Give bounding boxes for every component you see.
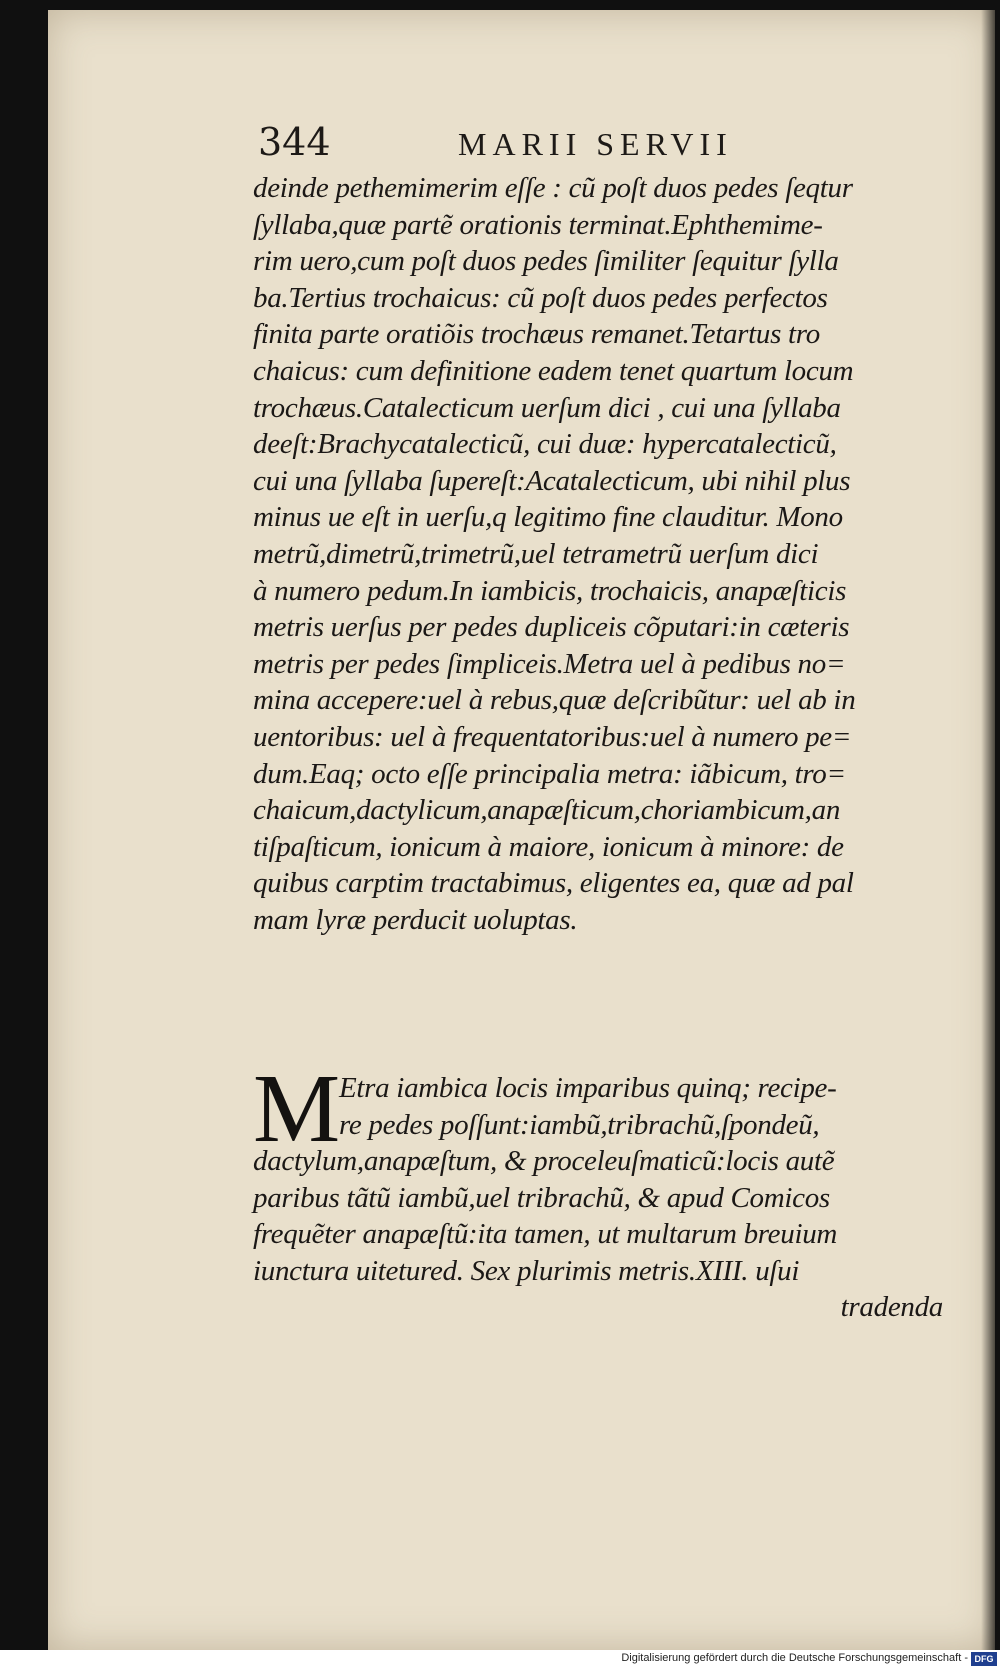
drop-cap-initial: M: [253, 1055, 341, 1163]
text-line: chaicum,dactylicum,anapæſticum,choriambicum,an: [253, 794, 841, 827]
book-page: [48, 10, 995, 1650]
text-line: à numero pedum.In iambicis, trochaicis, anapæſticis: [253, 574, 847, 607]
catchword-line: [253, 1290, 973, 1327]
text-line: rim uero,cum poſt duos pedes ſimiliter ſequitur ſylla: [253, 245, 839, 278]
funding-notice: Digitalisierung gefördert durch die Deutsche Forschungsgemeinschaft -: [621, 1652, 968, 1664]
page-edge-shadow: [981, 10, 995, 1650]
text-line: frequẽter anapæſtũ:ita tamen, ut multarum breuium: [253, 1218, 838, 1251]
text-line: Etra iambica locis imparibus quinq; recipe-: [339, 1072, 837, 1104]
text-line: uentoribus: uel à frequentatoribus:uel à numero pe=: [253, 720, 852, 753]
text-line: tiſpaſticum, ionicum à maiore, ionicum à minore: de: [253, 830, 844, 863]
running-head: MARII SERVII: [458, 126, 733, 162]
text-line: quibus carptim tractabimus, eligentes ea, quæ ad pal: [253, 867, 854, 900]
text-line: finita parte oratiõis trochæus remanet.Tetartus tro: [253, 318, 820, 351]
section-metra-iambica: [253, 1055, 973, 1326]
text-line: deeſt:Brachycatalecticũ, cui duæ: hypercatalecticũ,: [253, 428, 837, 461]
body-text: [253, 170, 973, 938]
catchword: tradenda: [840, 1290, 943, 1323]
text-line: re pedes poſſunt:iambũ,tribrachũ,ſpondeũ,: [339, 1108, 820, 1141]
text-line: ſyllaba,quæ partẽ orationis terminat.Ephthemime-: [253, 208, 823, 241]
text-line: paribus tãtũ iambũ,uel tribrachũ, & apud Comicos: [253, 1181, 830, 1214]
text-line: deinde pethemimerim eſſe : cũ poſt duos pedes ſeqtur: [253, 172, 853, 204]
text-line: trochæus.Catalecticum uerſum dici , cui una ſyllaba: [253, 391, 841, 424]
text-line: metris uerſus per pedes dupliceis cõputari:in cæteris: [253, 611, 850, 644]
dfg-logo-icon: DFG: [971, 1652, 997, 1666]
text-line: mam lyræ perducit uoluptas.: [253, 903, 578, 936]
text-line: cui una ſyllaba ſupereſt:Acatalecticum, ubi nihil plus: [253, 464, 851, 497]
page-number: 344: [258, 120, 331, 164]
text-line: dum.Eaq; octo eſſe principalia metra: iãbicum, tro=: [253, 757, 846, 790]
text-line: mina accepere:uel à rebus,quæ deſcribũtur: uel ab in: [253, 684, 856, 717]
text-line: minus ue eſt in uerſu,q legitimo fine clauditur. Mono: [253, 501, 843, 534]
text-line: dactylum,anapæſtum, & proceleuſmaticũ:locis autẽ: [253, 1145, 835, 1178]
text-line: metrũ,dimetrũ,trimetrũ,uel tetrametrũ uerſum dici: [253, 537, 819, 570]
footer-bar: [0, 1650, 1000, 1669]
text-line: chaicus: cum definitione eadem tenet quartum locum: [253, 354, 854, 387]
text-line: iunctura uitetured. Sex plurimis metris.XIII. uſui: [253, 1254, 800, 1287]
text-line: metris per pedes ſimpliceis.Metra uel à pedibus no=: [253, 647, 846, 680]
text-line: ba.Tertius trochaicus: cũ poſt duos pedes perfectos: [253, 281, 828, 314]
